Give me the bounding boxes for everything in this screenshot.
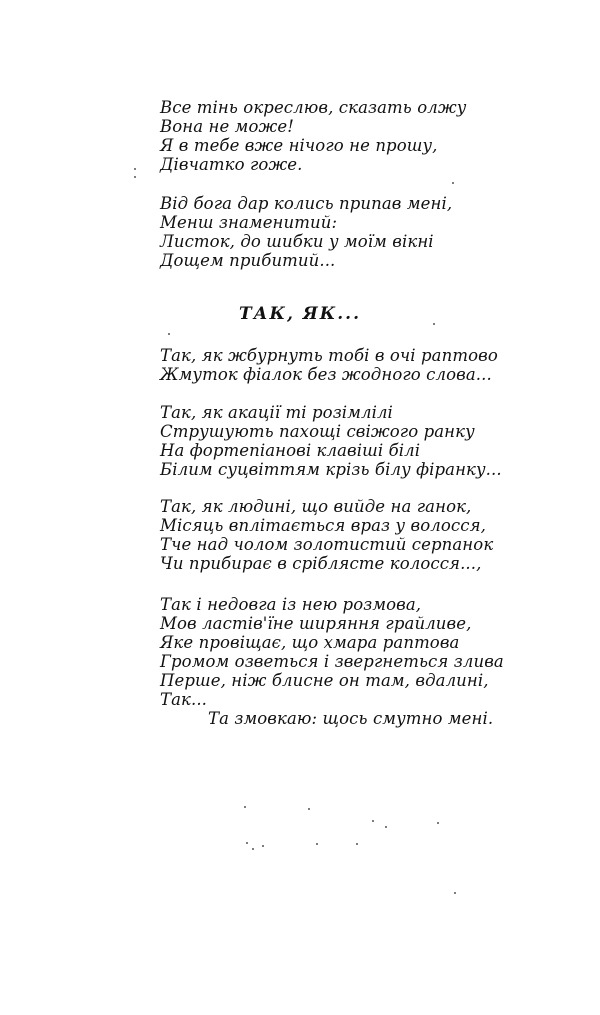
poem-line: Дівчатко гоже.	[160, 155, 303, 174]
poem-line: Так, як людині, що вийде на ганок,	[160, 497, 472, 516]
poem-line: Все тінь окреслюв, сказать олжу	[160, 98, 467, 117]
poem-line: Дощем прибитий...	[160, 251, 336, 270]
poem-line: Чи прибирає в сріблясте колосся...,	[160, 554, 482, 573]
poem-line: Тче над чолом золотистий серпанок	[160, 535, 494, 554]
scan-speck	[316, 843, 318, 845]
poem-line: Листок, до шибки у моїм вікні	[160, 232, 434, 251]
poem-line: Так, як жбурнуть тобі в очі раптово	[160, 346, 498, 365]
poem-title: ТАК, ЯК...	[238, 304, 361, 324]
poem2-stanza-2	[160, 403, 502, 479]
poem2-stanza-4	[160, 595, 504, 728]
poem-line: Білим суцвіттям крізь білу фіранку...	[160, 460, 502, 479]
poem-line: Струшують пахощі свіжого ранку	[160, 422, 475, 441]
poem-line: Жмуток фіалок без жодного слова...	[160, 365, 492, 384]
poem-line: Перше, ніж блисне он там, вдалині,	[160, 671, 489, 690]
poem-line: Так і недовга із нею розмова,	[160, 595, 422, 614]
poem1-stanza-1	[160, 98, 466, 174]
poem-line: Від бога дар колись припав мені,	[160, 194, 453, 213]
scan-speck	[134, 168, 136, 170]
scan-speck	[452, 182, 454, 184]
poem-line: Мов ластів'їне ширяння грайливе,	[160, 614, 472, 633]
scan-speck	[372, 820, 374, 822]
poem-line: Так...	[160, 690, 208, 709]
poem2-stanza-3	[160, 497, 493, 573]
scan-speck	[262, 845, 264, 847]
scan-speck	[356, 843, 358, 845]
poem-line: Яке провіщає, що хмара раптова	[160, 633, 460, 652]
scan-speck	[168, 333, 170, 335]
scan-speck	[454, 892, 456, 894]
scan-speck	[308, 808, 310, 810]
poem2-stanza-1	[160, 346, 498, 384]
scan-speck	[134, 176, 136, 178]
scan-speck	[252, 848, 254, 850]
poem1-stanza-2	[160, 194, 452, 270]
poem-line: Я в тебе вже нічого не прошу,	[160, 136, 438, 155]
poem-line: Місяць вплітається враз у волосся,	[160, 516, 486, 535]
poem-line: На фортепіанові клавіші білі	[160, 441, 421, 460]
poem-line: Вона не може!	[160, 117, 294, 136]
scan-speck	[246, 842, 248, 844]
scan-speck	[385, 826, 387, 828]
poem-line: Громом озветься і звергнеться злива	[160, 652, 504, 671]
scan-speck	[437, 822, 439, 824]
poem-line: Так, як акації ті розімлілі	[160, 403, 393, 422]
scan-speck	[433, 323, 435, 325]
poem-line: Менш знаменитий:	[160, 213, 338, 232]
scan-speck	[244, 806, 246, 808]
poem-final-line: Та змовкаю: щось смутно мені.	[208, 709, 494, 728]
